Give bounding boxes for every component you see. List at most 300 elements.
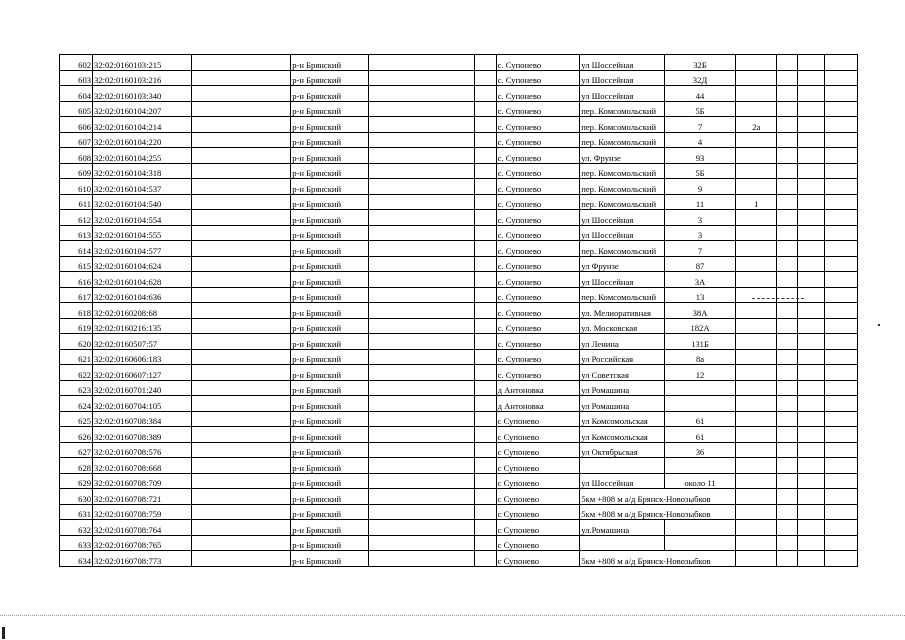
region-cell: р-н Брянский xyxy=(291,55,368,71)
empty-cell xyxy=(368,489,474,505)
cadastral-number: 32:02:0160104:577 xyxy=(93,241,192,257)
empty-cell xyxy=(474,458,496,474)
empty-cell xyxy=(368,504,474,520)
locality-cell: с Супонево xyxy=(496,458,580,474)
table-row xyxy=(60,303,858,319)
empty-cell xyxy=(192,520,291,536)
house-number-cell: 131Б xyxy=(664,334,735,350)
street-cell: ул.Ромашина xyxy=(580,520,665,536)
empty-cell xyxy=(192,318,291,334)
empty-cell xyxy=(777,70,798,86)
empty-cell xyxy=(368,427,474,443)
row-number: 610 xyxy=(60,179,93,195)
empty-cell xyxy=(736,287,777,303)
empty-cell xyxy=(824,551,857,567)
empty-cell xyxy=(474,427,496,443)
cadastral-number: 32:02:0160708:384 xyxy=(93,411,192,427)
street-cell: пер. Комсомольский xyxy=(580,241,665,257)
empty-cell xyxy=(368,117,474,133)
empty-cell xyxy=(777,442,798,458)
empty-cell xyxy=(777,380,798,396)
row-number: 622 xyxy=(60,365,93,381)
table-row xyxy=(60,179,858,195)
empty-cell xyxy=(798,520,825,536)
locality-cell: с Супонево xyxy=(496,427,580,443)
empty-cell xyxy=(474,148,496,164)
extra-number-cell: 1 xyxy=(736,194,777,210)
row-number: 623 xyxy=(60,380,93,396)
empty-cell xyxy=(824,194,857,210)
empty-cell xyxy=(798,210,825,226)
empty-cell xyxy=(192,272,291,288)
locality-cell: с. Супонево xyxy=(496,163,580,179)
empty-cell xyxy=(798,287,825,303)
empty-cell xyxy=(736,101,777,117)
empty-cell xyxy=(736,458,777,474)
house-number-cell: 93 xyxy=(664,148,735,164)
region-cell: р-н Брянский xyxy=(291,117,368,133)
locality-cell: с Супонево xyxy=(496,535,580,551)
region-cell: р-н Брянский xyxy=(291,225,368,241)
row-number: 619 xyxy=(60,318,93,334)
empty-cell xyxy=(474,117,496,133)
cadastral-number: 32:02:0160708:389 xyxy=(93,427,192,443)
row-number: 613 xyxy=(60,225,93,241)
row-number: 606 xyxy=(60,117,93,133)
row-number: 618 xyxy=(60,303,93,319)
street-cell: пер. Комсомольский xyxy=(580,179,665,195)
region-cell: р-н Брянский xyxy=(291,334,368,350)
empty-cell xyxy=(824,442,857,458)
region-cell: р-н Брянский xyxy=(291,132,368,148)
table-row xyxy=(60,210,858,226)
empty-cell xyxy=(736,334,777,350)
empty-cell xyxy=(368,55,474,71)
empty-cell xyxy=(192,411,291,427)
empty-cell xyxy=(798,132,825,148)
street-cell: ул Ленина xyxy=(580,334,665,350)
region-cell: р-н Брянский xyxy=(291,442,368,458)
locality-cell: с. Супонево xyxy=(496,334,580,350)
table-row xyxy=(60,396,858,412)
region-cell: р-н Брянский xyxy=(291,148,368,164)
region-cell: р-н Брянский xyxy=(291,210,368,226)
row-number: 605 xyxy=(60,101,93,117)
cadastral-number: 32:02:0160708:709 xyxy=(93,473,192,489)
empty-cell xyxy=(798,349,825,365)
street-cell: пер. Комсомольский xyxy=(580,101,665,117)
empty-cell xyxy=(368,86,474,102)
house-number-cell xyxy=(664,396,735,412)
empty-cell xyxy=(368,458,474,474)
table-row xyxy=(60,411,858,427)
empty-cell xyxy=(192,535,291,551)
empty-cell xyxy=(798,411,825,427)
empty-cell xyxy=(192,86,291,102)
house-number-cell: 8а xyxy=(664,349,735,365)
empty-cell xyxy=(798,55,825,71)
empty-cell xyxy=(192,241,291,257)
empty-cell xyxy=(474,272,496,288)
street-cell: пер. Комсомольский xyxy=(580,163,665,179)
empty-cell xyxy=(798,473,825,489)
region-cell: р-н Брянский xyxy=(291,535,368,551)
table-row xyxy=(60,458,858,474)
empty-cell xyxy=(824,365,857,381)
empty-cell xyxy=(777,365,798,381)
row-number: 621 xyxy=(60,349,93,365)
street-cell: пер. Комсомольский xyxy=(580,287,665,303)
street-cell: ул Шоссейная xyxy=(580,86,665,102)
empty-cell xyxy=(777,179,798,195)
cadastral-number: 32:02:0160507:57 xyxy=(93,334,192,350)
empty-cell xyxy=(368,365,474,381)
cadastral-number: 32:02:0160708:773 xyxy=(93,551,192,567)
empty-cell xyxy=(798,489,825,505)
row-number: 627 xyxy=(60,442,93,458)
row-number: 611 xyxy=(60,194,93,210)
empty-cell xyxy=(798,179,825,195)
empty-cell xyxy=(368,535,474,551)
empty-cell xyxy=(474,489,496,505)
empty-cell xyxy=(777,427,798,443)
row-number: 616 xyxy=(60,272,93,288)
street-cell: пер. Комсомольский xyxy=(580,194,665,210)
empty-cell xyxy=(824,225,857,241)
cadastral-number: 32:02:0160607:127 xyxy=(93,365,192,381)
row-number: 604 xyxy=(60,86,93,102)
empty-cell xyxy=(474,132,496,148)
empty-cell xyxy=(736,442,777,458)
empty-cell xyxy=(824,148,857,164)
region-cell: р-н Брянский xyxy=(291,241,368,257)
empty-cell xyxy=(824,520,857,536)
empty-cell xyxy=(474,241,496,257)
table-row xyxy=(60,86,858,102)
empty-cell xyxy=(824,55,857,71)
table-row xyxy=(60,318,858,334)
cadastral-number: 32:02:0160103:216 xyxy=(93,70,192,86)
row-number: 629 xyxy=(60,473,93,489)
table-row xyxy=(60,148,858,164)
house-number-cell: 38А xyxy=(664,303,735,319)
locality-cell: с. Супонево xyxy=(496,256,580,272)
empty-cell xyxy=(798,334,825,350)
street-cell: ул Комсомольская xyxy=(580,427,665,443)
locality-cell: с. Супонево xyxy=(496,241,580,257)
region-cell: р-н Брянский xyxy=(291,303,368,319)
empty-cell xyxy=(368,163,474,179)
region-cell: р-н Брянский xyxy=(291,256,368,272)
cadastral-number: 32:02:0160104:540 xyxy=(93,194,192,210)
empty-cell xyxy=(474,349,496,365)
empty-cell xyxy=(824,179,857,195)
empty-cell xyxy=(798,148,825,164)
cadastral-number: 32:02:0160104:537 xyxy=(93,179,192,195)
empty-cell xyxy=(368,442,474,458)
empty-cell xyxy=(777,132,798,148)
row-number: 617 xyxy=(60,287,93,303)
region-cell: р-н Брянский xyxy=(291,287,368,303)
house-number-cell xyxy=(664,458,735,474)
empty-cell xyxy=(798,117,825,133)
cadastral-number: 32:02:0160104:255 xyxy=(93,148,192,164)
empty-cell xyxy=(798,101,825,117)
row-number: 634 xyxy=(60,551,93,567)
empty-cell xyxy=(798,241,825,257)
empty-cell xyxy=(474,396,496,412)
empty-cell xyxy=(474,225,496,241)
empty-cell xyxy=(824,210,857,226)
row-number: 602 xyxy=(60,55,93,71)
row-number: 626 xyxy=(60,427,93,443)
house-number-cell xyxy=(664,520,735,536)
cadastral-number: 32:02:0160104:214 xyxy=(93,117,192,133)
empty-cell xyxy=(736,241,777,257)
empty-cell xyxy=(777,256,798,272)
street-cell: ул. Фрунзе xyxy=(580,148,665,164)
empty-cell xyxy=(474,179,496,195)
empty-cell xyxy=(368,473,474,489)
region-cell: р-н Брянский xyxy=(291,163,368,179)
locality-cell: с. Супонево xyxy=(496,55,580,71)
empty-cell xyxy=(798,442,825,458)
empty-cell xyxy=(192,396,291,412)
empty-cell xyxy=(368,396,474,412)
house-number-cell: 3 xyxy=(664,225,735,241)
locality-cell: с. Супонево xyxy=(496,101,580,117)
table-row xyxy=(60,194,858,210)
cadastral-number: 32:02:0160104:220 xyxy=(93,132,192,148)
empty-cell xyxy=(777,458,798,474)
empty-cell xyxy=(824,86,857,102)
empty-cell xyxy=(798,504,825,520)
locality-cell: с Супонево xyxy=(496,489,580,505)
street-cell: ул Октябрьская xyxy=(580,442,665,458)
region-cell: р-н Брянский xyxy=(291,380,368,396)
empty-cell xyxy=(192,70,291,86)
house-number-cell xyxy=(664,380,735,396)
empty-cell xyxy=(192,473,291,489)
empty-cell xyxy=(798,318,825,334)
empty-cell xyxy=(824,132,857,148)
empty-cell xyxy=(736,272,777,288)
house-number-cell: 87 xyxy=(664,256,735,272)
empty-cell xyxy=(474,411,496,427)
empty-cell xyxy=(824,411,857,427)
row-number: 607 xyxy=(60,132,93,148)
empty-cell xyxy=(777,194,798,210)
table-row xyxy=(60,132,858,148)
empty-cell xyxy=(777,101,798,117)
cadastral-number: 32:02:0160103:340 xyxy=(93,86,192,102)
empty-cell xyxy=(368,70,474,86)
house-number-cell: 182А xyxy=(664,318,735,334)
empty-cell xyxy=(192,504,291,520)
street-cell: пер. Комсомольский xyxy=(580,117,665,133)
street-cell: ул Шоссейная xyxy=(580,272,665,288)
empty-cell xyxy=(368,551,474,567)
empty-cell xyxy=(368,380,474,396)
locality-cell: с Супонево xyxy=(496,473,580,489)
empty-cell xyxy=(736,303,777,319)
empty-cell xyxy=(368,303,474,319)
table-row xyxy=(60,489,858,505)
cadastral-number: 32:02:0160708:576 xyxy=(93,442,192,458)
empty-cell xyxy=(368,225,474,241)
empty-cell xyxy=(777,225,798,241)
cadastral-number: 32:02:0160701:240 xyxy=(93,380,192,396)
empty-cell xyxy=(192,55,291,71)
street-cell: ул Шоссейная xyxy=(580,473,665,489)
empty-cell xyxy=(368,101,474,117)
empty-cell xyxy=(798,70,825,86)
empty-cell xyxy=(736,179,777,195)
cadastral-number: 32:02:0160103:215 xyxy=(93,55,192,71)
cadastral-number: 32:02:0160606:183 xyxy=(93,349,192,365)
empty-cell xyxy=(736,132,777,148)
empty-cell xyxy=(824,241,857,257)
house-number-cell: 7 xyxy=(664,241,735,257)
locality-cell: с. Супонево xyxy=(496,318,580,334)
region-cell: р-н Брянский xyxy=(291,349,368,365)
empty-cell xyxy=(192,334,291,350)
empty-cell xyxy=(824,272,857,288)
empty-cell xyxy=(192,256,291,272)
empty-cell xyxy=(474,194,496,210)
empty-cell xyxy=(777,504,798,520)
row-number: 612 xyxy=(60,210,93,226)
extra-number-cell: 2а xyxy=(736,117,777,133)
table-row xyxy=(60,163,858,179)
table-row xyxy=(60,117,858,133)
empty-cell xyxy=(474,256,496,272)
empty-cell xyxy=(777,163,798,179)
empty-cell xyxy=(192,163,291,179)
house-number-cell: около 11 xyxy=(664,473,735,489)
row-number: 609 xyxy=(60,163,93,179)
locality-cell: с Супонево xyxy=(496,551,580,567)
empty-cell xyxy=(736,411,777,427)
empty-cell xyxy=(368,179,474,195)
street-cell: пер. Комсомольский xyxy=(580,132,665,148)
house-number-cell: 12 xyxy=(664,365,735,381)
street-cell: ул Советская xyxy=(580,365,665,381)
street-cell: ул Шоссейная xyxy=(580,210,665,226)
house-number-cell: 5Б xyxy=(664,101,735,117)
house-number-cell: 7 xyxy=(664,117,735,133)
row-number: 633 xyxy=(60,535,93,551)
region-cell: р-н Брянский xyxy=(291,101,368,117)
empty-cell xyxy=(777,287,798,303)
scan-noise-line xyxy=(0,615,905,617)
region-cell: р-н Брянский xyxy=(291,318,368,334)
street-cell: ул. Московская xyxy=(580,318,665,334)
empty-cell xyxy=(736,535,777,551)
locality-cell: с Супонево xyxy=(496,442,580,458)
house-number-cell: 61 xyxy=(664,427,735,443)
empty-cell xyxy=(368,334,474,350)
cadastral-number: 32:02:0160708:759 xyxy=(93,504,192,520)
empty-cell xyxy=(368,272,474,288)
house-number-cell: 9 xyxy=(664,179,735,195)
empty-cell xyxy=(824,163,857,179)
scan-speck xyxy=(878,324,880,326)
region-cell: р-н Брянский xyxy=(291,365,368,381)
empty-cell xyxy=(736,225,777,241)
empty-cell xyxy=(736,318,777,334)
empty-cell xyxy=(368,210,474,226)
table-row xyxy=(60,241,858,257)
empty-cell xyxy=(368,256,474,272)
empty-cell xyxy=(777,117,798,133)
empty-cell xyxy=(474,210,496,226)
region-cell: р-н Брянский xyxy=(291,70,368,86)
empty-cell xyxy=(736,86,777,102)
cadastral-number: 32:02:0160104:624 xyxy=(93,256,192,272)
row-number: 630 xyxy=(60,489,93,505)
region-cell: р-н Брянский xyxy=(291,396,368,412)
locality-cell: с. Супонево xyxy=(496,86,580,102)
empty-cell xyxy=(474,70,496,86)
region-cell: р-н Брянский xyxy=(291,427,368,443)
empty-cell xyxy=(798,303,825,319)
empty-cell xyxy=(368,318,474,334)
empty-cell xyxy=(824,256,857,272)
empty-cell xyxy=(777,86,798,102)
empty-cell xyxy=(192,349,291,365)
row-number: 624 xyxy=(60,396,93,412)
empty-cell xyxy=(736,349,777,365)
cadastral-number: 32:02:0160708:764 xyxy=(93,520,192,536)
empty-cell xyxy=(474,163,496,179)
street-cell xyxy=(580,535,665,551)
locality-cell: с. Супонево xyxy=(496,117,580,133)
empty-cell xyxy=(798,551,825,567)
street-cell: ул Комсомольская xyxy=(580,411,665,427)
empty-cell xyxy=(777,349,798,365)
region-cell: р-н Брянский xyxy=(291,411,368,427)
empty-cell xyxy=(192,179,291,195)
table-row xyxy=(60,535,858,551)
empty-cell xyxy=(824,101,857,117)
cadastral-registry-table xyxy=(59,54,858,567)
empty-cell xyxy=(368,241,474,257)
locality-cell: с. Супонево xyxy=(496,365,580,381)
house-number-cell xyxy=(664,535,735,551)
empty-cell xyxy=(824,427,857,443)
empty-cell xyxy=(192,442,291,458)
empty-cell xyxy=(824,380,857,396)
region-cell: р-н Брянский xyxy=(291,504,368,520)
empty-cell xyxy=(192,210,291,226)
table-row xyxy=(60,551,858,567)
street-cell: 5км +808 м а/д Брянск-Новозыбков xyxy=(580,489,736,505)
empty-cell xyxy=(192,489,291,505)
empty-cell xyxy=(368,148,474,164)
pen-stroke-mark xyxy=(752,298,804,300)
locality-cell: д Антоновка xyxy=(496,380,580,396)
region-cell: р-н Брянский xyxy=(291,520,368,536)
table-row xyxy=(60,520,858,536)
street-cell: ул Фрунзе xyxy=(580,256,665,272)
street-cell: ул. Мелиоративная xyxy=(580,303,665,319)
empty-cell xyxy=(192,303,291,319)
registry-body xyxy=(60,55,858,567)
house-number-cell: 11 xyxy=(664,194,735,210)
empty-cell xyxy=(736,380,777,396)
empty-cell xyxy=(824,287,857,303)
